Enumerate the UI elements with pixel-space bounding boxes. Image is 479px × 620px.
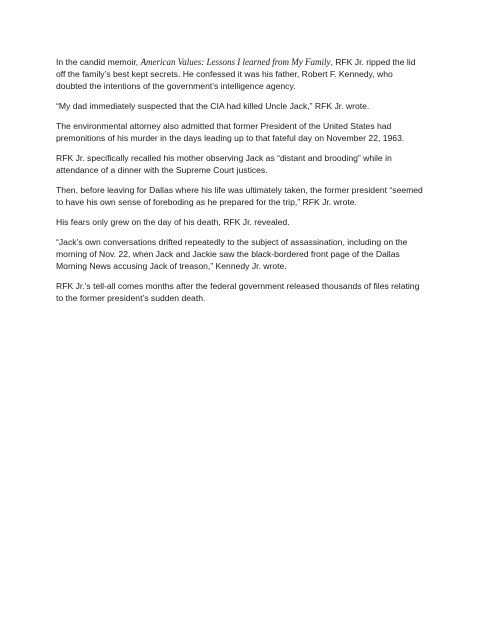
paragraph-prefix: In the candid memoir, (56, 57, 141, 67)
paragraph-fears: His fears only grew on the day of his death, RFK Jr. revealed. (56, 217, 290, 227)
paragraph-mother-observation: RFK Jr. specifically recalled his mother observing Jack as “distant and brooding” while in attendance of a dinner with the Supreme Court justices. (56, 153, 392, 175)
book-title: American Values: Lessons I learned from My Family (140, 57, 331, 67)
paragraph-dallas-trip: Then, before leaving for Dallas where his life was ultimately taken, the former president “seemed to have his own sense of foreboding as he prepared for the trip,” RFK Jr. wrote. (56, 185, 423, 207)
paragraph-suffix: , RFK Jr. ripped the lid off the family’s best kept secrets. He confessed it was his father, Robert F. Kennedy, who doubted the intentions of the government’s intelligence agency. (56, 57, 416, 91)
paragraph-memoir (56, 56, 426, 92)
paragraph-tell-all: RFK Jr.’s tell-all comes months after the federal government released thousands of files relating to the former president’s sudden death. (56, 281, 420, 303)
article-body (56, 56, 426, 312)
paragraph-cia-quote: “My dad immediately suspected that the CIA had killed Uncle Jack,” RFK Jr. wrote. (56, 101, 370, 111)
paragraph-premonitions: The environmental attorney also admitted that former President of the United States had premonitions of his murder in the days leading up to that fateful day on November 22, 1963. (56, 121, 405, 143)
paragraph-assassination-quote: “Jack’s own conversations drifted repeatedly to the subject of assassination, including on the morning of Nov. 22, when Jack and Jackie saw the black-bordered front page of the Dallas Morning News accusing Jack of treason,” Kennedy Jr. wrote. (56, 237, 408, 271)
